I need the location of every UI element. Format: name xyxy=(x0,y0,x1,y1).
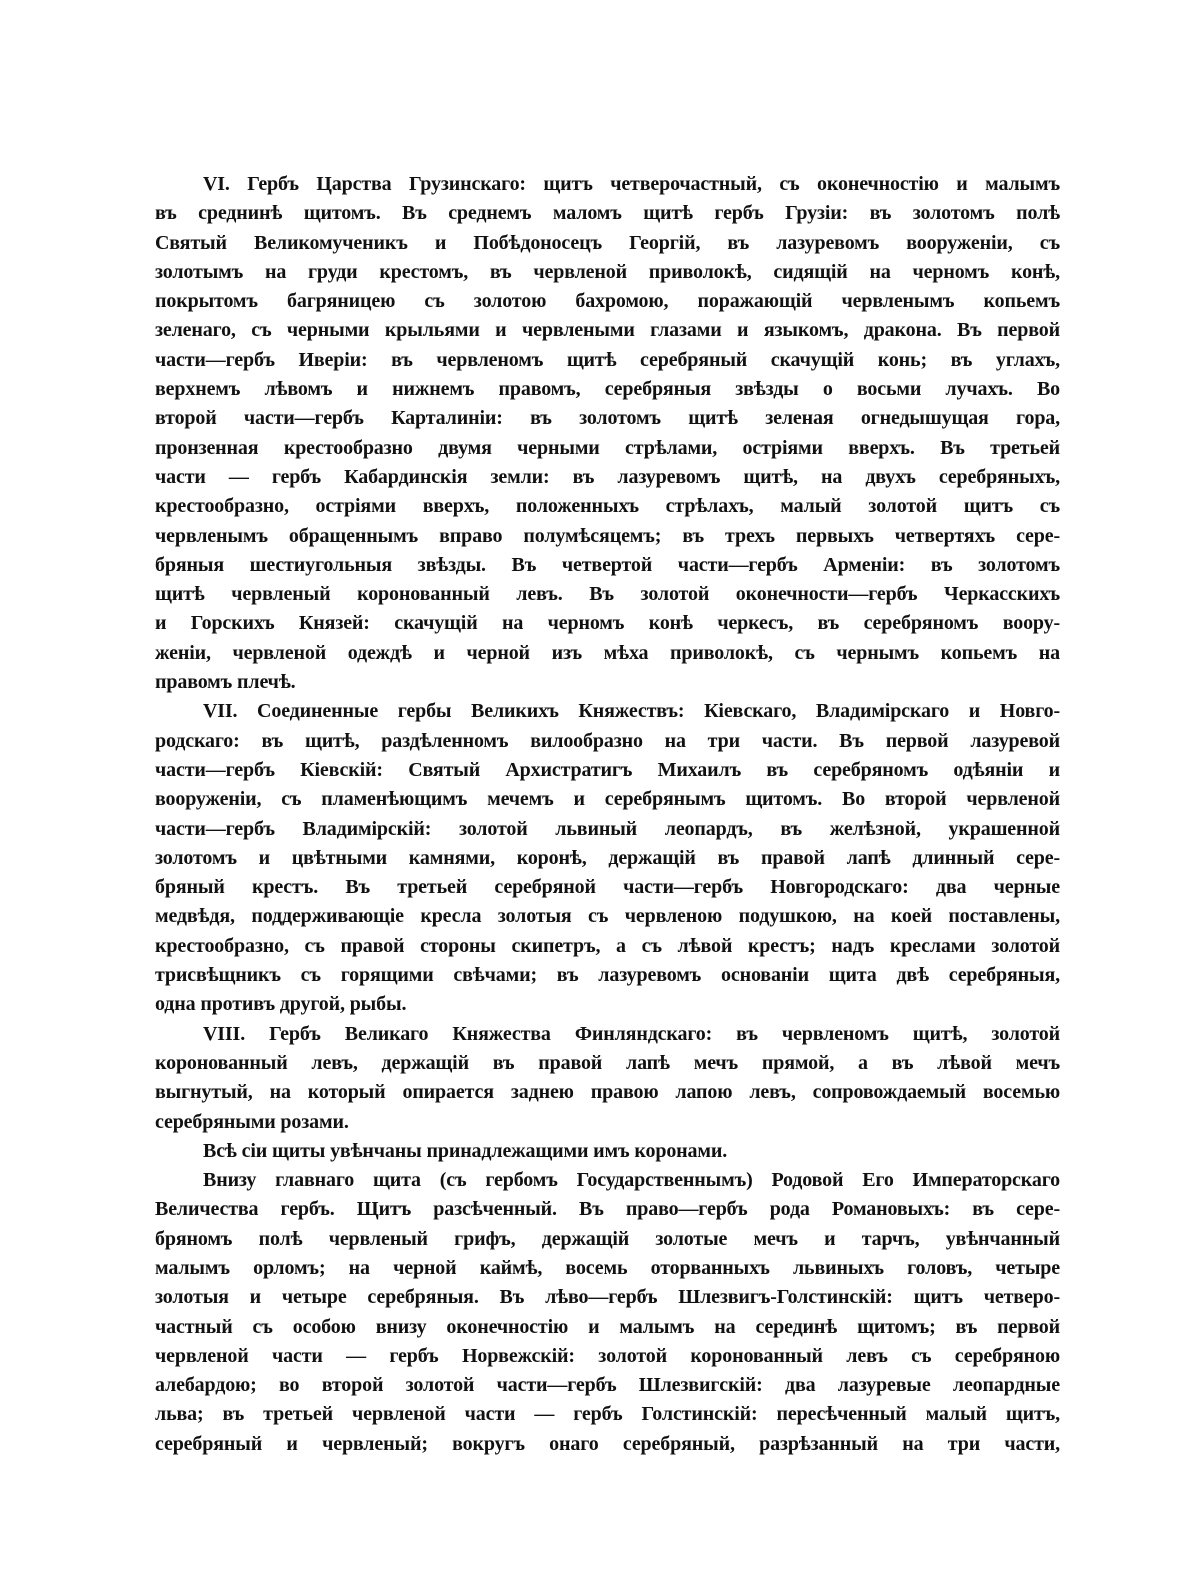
paragraph-viii-finland xyxy=(155,1020,1060,1137)
text-line: алебардою; во второй золотой части—гербъ Шлезвигскій: два лазуревые леопардные xyxy=(155,1374,1060,1397)
text-line: серебряный и червленый; вокругъ онаго серебряный, разрѣзанный на три части, xyxy=(155,1432,1060,1455)
text-line: Святый Великомученикъ и Побѣдоносецъ Георгій, въ лазуревомъ вооруженіи, съ xyxy=(155,231,1060,254)
text-line: одна противъ другой, рыбы. xyxy=(155,993,407,1016)
text-line: части — гербъ Кабардинскія земли: въ лазуревомъ щитѣ, на двухъ серебряныхъ, xyxy=(155,465,1060,488)
text-line: правомъ плечѣ. xyxy=(155,671,296,694)
text-line: золотыя и четыре серебряныя. Въ лѣво—гербъ Шлезвигъ-Голстинскій: щитъ четверо- xyxy=(155,1286,1060,1309)
text-line: золотымъ на груди крестомъ, въ червленой приволокѣ, сидящій на черномъ конѣ, xyxy=(155,260,1060,283)
text-line: части—гербъ Кіевскій: Святый Архистратигъ Михаилъ въ серебряномъ одѣяніи и xyxy=(155,758,1060,781)
text-line: VII. Соединенные гербы Великихъ Княжествъ: Кіевскаго, Владимірскаго и Новго- xyxy=(203,700,1060,723)
text-line: льва; въ третьей червленой части — гербъ Голстинскій: пересѣченный малый щитъ, xyxy=(155,1403,1060,1426)
text-line: крестообразно, съ правой стороны скипетръ, а съ лѣвой крестъ; надъ креслами золотой xyxy=(155,934,1060,957)
text-line: второй части—гербъ Карталиніи: въ золотомъ щитѣ зеленая огнедышущая гора, xyxy=(155,407,1060,430)
text-line: части—гербъ Владимірскій: золотой львиный леопардъ, въ желѣзной, украшенной xyxy=(155,817,1060,840)
text-line: Величества гербъ. Щитъ разсѣченный. Въ право—гербъ рода Романовыхъ: въ сере- xyxy=(155,1198,1060,1221)
text-line: червленымъ обращеннымъ вправо полумѣсяцемъ; въ трехъ первыхъ четвертяхъ сере- xyxy=(155,524,1060,547)
text-line: частный съ особою внизу оконечностію и малымъ на серединѣ щитомъ; въ первой xyxy=(155,1315,1060,1338)
text-line: въ среднинѣ щитомъ. Въ среднемъ маломъ щитѣ гербъ Грузіи: въ золотомъ полѣ xyxy=(155,202,1060,225)
text-line: коронованный левъ, держащій въ правой лапѣ мечъ прямой, а въ лѣвой мечъ xyxy=(155,1051,1060,1074)
text-body xyxy=(155,170,1060,1459)
text-line: малымъ орломъ; на черной каймѣ, восемь оторванныхъ львиныхъ головъ, четыре xyxy=(155,1256,1060,1279)
text-line: вооруженіи, съ пламенѣющимъ мечемъ и серебрянымъ щитомъ. Во второй червленой xyxy=(155,788,1060,811)
text-line: верхнемъ лѣвомъ и нижнемъ правомъ, серебряныя звѣзды о восьми лучахъ. Во xyxy=(155,378,1060,401)
text-line: щитѣ червленый коронованный левъ. Въ золотой оконечности—гербъ Черкасскихъ xyxy=(155,583,1060,606)
text-line: родскаго: въ щитѣ, раздѣленномъ вилообразно на три части. Въ первой лазуревой xyxy=(155,729,1060,752)
text-line: и Горскихъ Князей: скачущій на черномъ конѣ черкесъ, въ серебряномъ воору- xyxy=(155,612,1060,635)
text-line: бряномъ полѣ червленый грифъ, держащій золотые мечъ и тарчъ, увѣнчанный xyxy=(155,1227,1060,1250)
text-line: бряный крестъ. Въ третьей серебряной части—гербъ Новгородскаго: два черные xyxy=(155,876,1060,899)
text-line: женіи, червленой одеждѣ и черной изъ мѣха приволокѣ, съ чернымъ копьемъ на xyxy=(155,641,1060,664)
text-line: медвѣдя, поддерживающіе кресла золотыя съ червленою подушкою, на коей поставлены, xyxy=(155,905,1060,928)
paragraph-vii-grand-duchies xyxy=(155,697,1060,1019)
text-line: червленой части — гербъ Норвежскій: золотой коронованный левъ съ серебряною xyxy=(155,1344,1060,1367)
text-line: пронзенная крестообразно двумя черными стрѣлами, остріями вверхъ. Въ третьей xyxy=(155,436,1060,459)
paragraph-family-arms xyxy=(155,1166,1060,1459)
text-line: Внизу главнаго щита (съ гербомъ Государственнымъ) Родовой Его Императорскаго xyxy=(203,1169,1060,1192)
text-line: бряныя шестиугольныя звѣзды. Въ четвертой части—гербъ Арменіи: въ золотомъ xyxy=(155,553,1060,576)
text-line: VI. Гербъ Царства Грузинскаго: щитъ четверочастный, съ оконечностію и малымъ xyxy=(203,173,1060,195)
text-line: зеленаго, съ черными крыльями и червлеными глазами и языкомъ, дракона. Въ первой xyxy=(155,319,1060,342)
text-line: серебряными розами. xyxy=(155,1110,349,1133)
paragraph-crowns xyxy=(155,1137,1060,1166)
text-line: золотомъ и цвѣтными камнями, коронѣ, держащій въ правой лапѣ длинный сере- xyxy=(155,846,1060,869)
text-line: Всѣ сіи щиты увѣнчаны принадлежащими имъ коронами. xyxy=(203,1139,728,1162)
text-line: покрытомъ багряницею съ золотою бахромою, поражающій червленымъ копьемъ xyxy=(155,290,1060,313)
text-line: трисвѣщникъ съ горящими свѣчами; въ лазуревомъ основаніи щита двѣ серебряныя, xyxy=(155,964,1060,987)
paragraph-vi-georgia xyxy=(155,170,1060,697)
text-line: VIII. Гербъ Великаго Княжества Финляндскаго: въ червленомъ щитѣ, золотой xyxy=(203,1022,1060,1045)
text-line: крестообразно, остріями вверхъ, положенныхъ стрѣлахъ, малый золотой щитъ съ xyxy=(155,495,1060,518)
text-line: выгнутый, на который опирается заднею правою лапою левъ, сопровождаемый восемью xyxy=(155,1081,1060,1104)
text-line: части—гербъ Иверіи: въ червленомъ щитѣ серебряный скачущій конь; въ углахъ, xyxy=(155,348,1060,371)
